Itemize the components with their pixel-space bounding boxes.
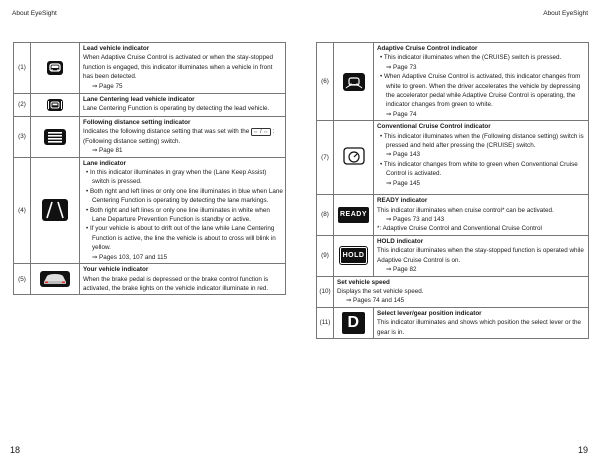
row-number: (3)	[14, 117, 31, 158]
bullet-item: • Both right and left lines or only one line illuminates in blue when Lane Centering Function is operating by detecting the lane markings.	[86, 187, 283, 205]
adaptive-cruise-icon	[343, 73, 365, 91]
page-reference: ⇒ Page 74	[386, 110, 417, 118]
table-row	[317, 43, 589, 121]
lane-centering-vehicle-icon	[47, 99, 63, 111]
indicator-title: Lane Centering lead vehicle indicator	[83, 96, 195, 103]
row-number: (7)	[317, 121, 334, 195]
lane-lines-icon	[42, 199, 68, 221]
bullet-item: • This indicator changes from white to green when Conventional Cruise Control is activated.	[380, 160, 578, 178]
page-reference: ⇒ Pages 103, 107 and 115	[92, 253, 168, 261]
table-row	[14, 264, 286, 295]
indicator-description: When Adaptive Cruise Control is activated or when the stay-stopped function is engaged, this indicator illuminates when a vehicle in front has been detected.	[83, 54, 274, 81]
table-row	[317, 195, 589, 236]
page-reference: ⇒ Page 75	[92, 82, 123, 90]
gear-position-badge: D	[342, 312, 364, 334]
page-reference: ⇒ Page 145	[386, 179, 420, 187]
row-number: (10)	[317, 276, 334, 307]
table-row	[14, 43, 286, 94]
page-reference: ⇒ Page 81	[92, 147, 123, 155]
table-row: (3) Following distance setting indicator Indicates the following distance setting that was set with the ⇔ / ⇔ : (Following distance setting) switch. ⇒ Page 81	[14, 117, 286, 158]
page-reference: ⇒ Pages 74 and 145	[346, 297, 405, 305]
indicator-title: Your vehicle indicator	[83, 266, 149, 274]
row-number: (8)	[317, 195, 334, 236]
footnote: *: Adaptive Cruise Control and Conventional Cruise Control	[377, 225, 542, 233]
indicator-description: This indicator illuminates when cruise control* can be activated.	[377, 206, 554, 214]
distance-bars-icon	[44, 129, 66, 145]
bullet-item: • When Adaptive Cruise Control is activated, this indicator changes from white to green. When the driver accelerates the vehicle by depressing the accelerator pedal while Adaptive Cruise Control is operating, the indicator changes from green to white.	[380, 73, 581, 109]
hold-badge: HOLD	[340, 247, 368, 264]
bullet-item: • This indicator illuminates when the (Following distance setting) switch is pressed and held after pressing the (CRUISE) switch.	[380, 132, 584, 150]
indicator-title: Set vehicle speed	[337, 278, 390, 286]
indicator-description: When the brake pedal is depressed or the brake control function is activated, the brake lights on the vehicle indicator illuminate in red.	[83, 275, 269, 292]
vehicle-front-icon	[47, 61, 63, 75]
brake-light-car-icon	[40, 271, 70, 287]
table-row	[317, 307, 589, 338]
bullet-item: • If your vehicle is about to drift out of the lane while Lane Centering Function is active, the line the vehicle is about to cross will blink in yellow.	[86, 225, 276, 252]
row-number: (6)	[317, 43, 334, 121]
page-reference: ⇒ Pages 73 and 143	[386, 216, 445, 224]
indicator-description: Lane Centering Function is operating by detecting the lead vehicle.	[83, 105, 270, 113]
row-number: (11)	[317, 307, 334, 338]
indicator-description: Indicates the following distance setting that was set with the	[83, 128, 250, 136]
indicator-title: Conventional Cruise Control indicator	[377, 123, 491, 131]
bullet-item: • This indicator illuminates when the (CRUISE) switch is pressed.	[380, 54, 562, 62]
distance-setting-switch-icon: ⇔ / ⇔	[253, 128, 269, 135]
left-indicator-table	[13, 42, 286, 295]
table-row	[14, 157, 286, 263]
row-number: (9)	[317, 235, 334, 276]
table-row	[317, 235, 589, 276]
table-row	[14, 94, 286, 117]
ready-badge: READY	[338, 207, 369, 222]
bullet-item: • Both right and left lines or only one line illuminates in white when Lane Departure Prevention Function is standby or active.	[86, 206, 270, 224]
header-left: About EyeSight	[12, 10, 57, 17]
header-right: About EyeSight	[543, 10, 588, 17]
indicator-title: HOLD indicator	[377, 237, 424, 245]
page-number-left: 18	[10, 445, 21, 455]
indicator-description: This indicator illuminates and shows which position the select lever or the gear is in.	[377, 319, 582, 336]
row-number: (5)	[14, 264, 31, 295]
indicator-title: Adaptive Cruise Control indicator	[377, 45, 478, 52]
indicator-description: This indicator illuminates when the stay-stopped function is operated while Adaptive Cruise Control is on.	[377, 247, 584, 264]
page-reference: ⇒ Page 73	[386, 63, 417, 71]
table-row	[317, 121, 589, 195]
speedometer-icon	[342, 146, 366, 169]
indicator-icon-cell	[31, 43, 80, 94]
page-number-right: 19	[577, 445, 588, 455]
indicator-title: Lead vehicle indicator	[83, 45, 150, 52]
page-reference: ⇒ Page 82	[386, 266, 417, 274]
bullet-item: • In this indicator illuminates in gray when the (Lane Keep Assist) switch is pressed.	[86, 169, 267, 186]
right-indicator-table	[316, 42, 589, 339]
indicator-title: Following distance setting indicator	[83, 119, 191, 126]
row-number: (2)	[14, 94, 31, 117]
indicator-title: Lane indicator	[83, 159, 127, 167]
indicator-title: READY indicator	[377, 197, 428, 205]
page-reference: ⇒ Page 143	[386, 151, 420, 159]
indicator-title: Select lever/gear position indicator	[377, 309, 482, 317]
indicator-description: (Following distance setting) switch.	[83, 137, 181, 145]
row-number: (4)	[14, 157, 31, 263]
table-row	[317, 276, 589, 307]
indicator-description: Displays the set vehicle speed.	[337, 287, 424, 295]
row-number: (1)	[14, 43, 31, 94]
